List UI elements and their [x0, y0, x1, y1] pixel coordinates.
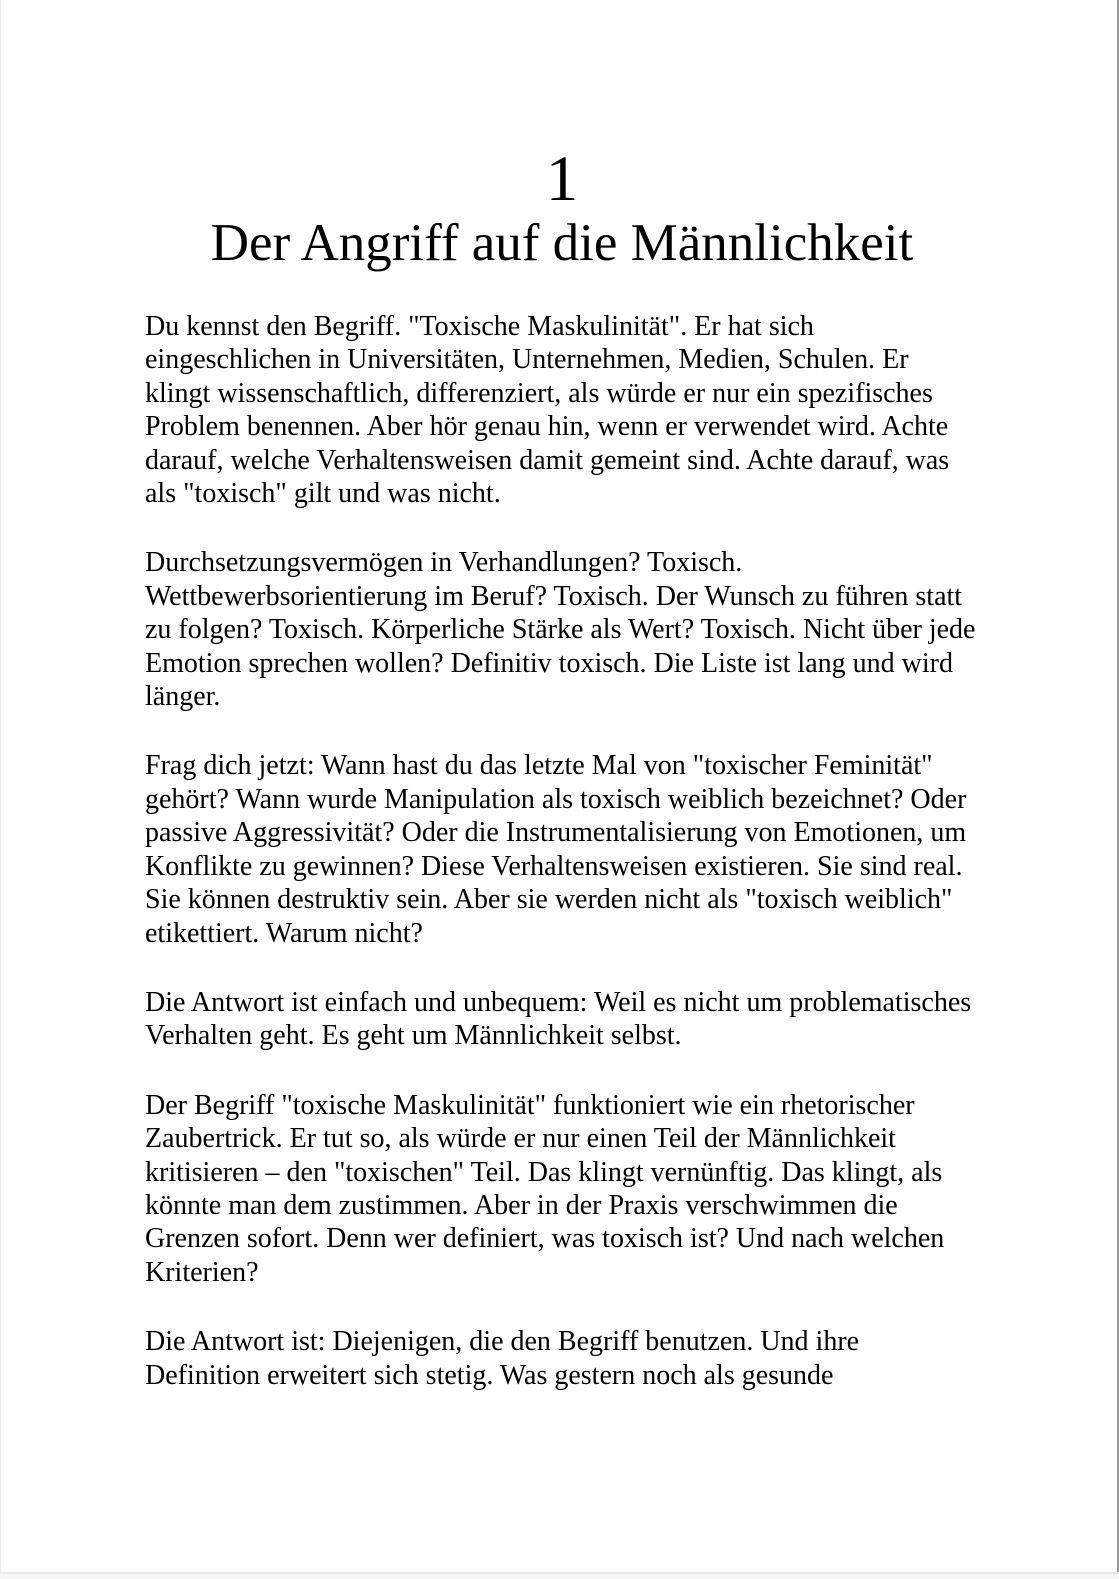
paragraph: Der Begriff "toxische Maskulinität" funktioniert wie ein rhetorischer Zaubertrick. Er tut so, als würde er nur einen Teil der Männlichkeit kritisieren – den "toxischen" Teil. Das klingt vernünftig. Das klingt, als könnte man dem zustimmen. Aber in der Praxis verschwimmen die Grenzen sofort. Denn wer definiert, was toxisch ist? Und nach welchen Kriterien? — [145, 1089, 945, 1288]
text-column — [145, 0, 979, 1428]
chapter-title: Der Angriff auf die Männlichkeit — [210, 214, 914, 272]
page-left-edge-line — [0, 0, 1, 1579]
body-text — [145, 310, 979, 1392]
paragraph: Die Antwort ist einfach und unbequem: Weil es nicht um problematisches Verhalten geht. Es geht um Männlichkeit selbst. — [145, 986, 972, 1052]
chapter-number: 1 — [545, 143, 579, 215]
page-bottom-edge-strip — [0, 1572, 1119, 1579]
paragraph: Die Antwort ist: Diejenigen, die den Begriff benutzen. Und ihre Definition erweitert sich stetig. Was gestern noch als gesunde — [145, 1326, 860, 1391]
paragraph: Du kennst den Begriff. "Toxische Maskulinität". Er hat sich eingeschlichen in Universitäten, Unternehmen, Medien, Schulen. Er klingt wissenschaftlich, differenziert, als würde er nur ein spezifisches Problem benennen. Aber hör genau hin, wenn er verwendet wird. Achte darauf, welche Verhaltensweisen damit gemeint sind. Achte darauf, was als "toxisch" gilt und was nicht. — [145, 311, 950, 510]
paragraph: Frag dich jetzt: Wann hast du das letzte Mal von "toxischer Feminität" gehört? Wann wurde Manipulation als toxisch weiblich bezeichnet? Oder passive Aggressivität? Oder die Instrumentalisierung von Emotionen, um Konflikte zu gewinnen? Diese Verhaltensweisen existieren. Sie sind real. Sie können destruktiv sein. Aber sie werden nicht als "toxisch weiblich" etikettiert. Warum nicht? — [145, 750, 967, 949]
paragraph: Durchsetzungsvermögen in Verhandlungen? Toxisch. Wettbewerbsorientierung im Beruf? Toxisch. Der Wunsch zu führen statt zu folgen? Toxisch. Körperliche Stärke als Wert? Toxisch. Nicht über jede Emotion sprechen wollen? Definitiv toxisch. Die Liste ist lang und wird länger. — [145, 547, 976, 713]
